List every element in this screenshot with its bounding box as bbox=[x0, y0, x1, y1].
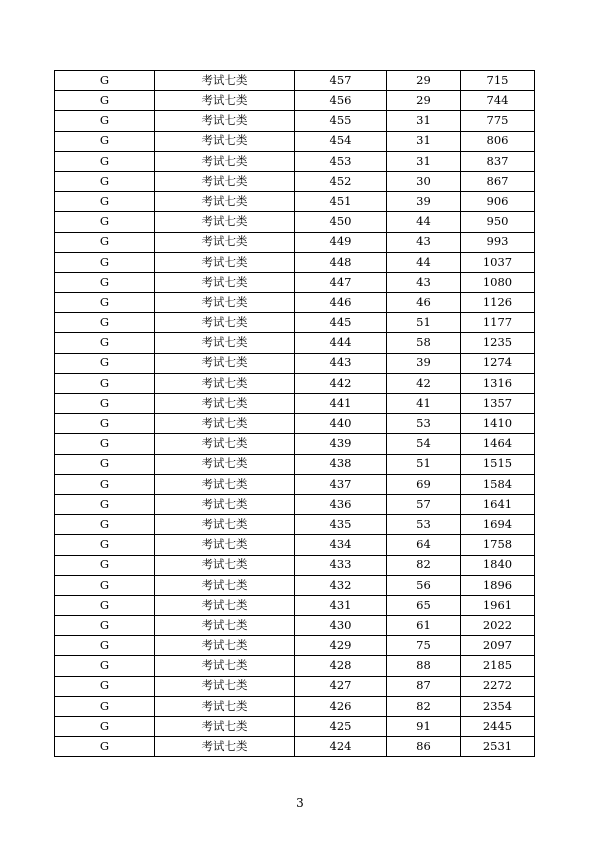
level-cell: G bbox=[55, 131, 155, 151]
cumulative-cell: 2354 bbox=[461, 696, 535, 716]
cumulative-cell: 1896 bbox=[461, 575, 535, 595]
level-cell: G bbox=[55, 192, 155, 212]
category-cell: 考试七类 bbox=[155, 353, 295, 373]
cumulative-cell: 2097 bbox=[461, 636, 535, 656]
table-row bbox=[55, 696, 535, 716]
level-cell: G bbox=[55, 333, 155, 353]
table-row bbox=[55, 575, 535, 595]
cumulative-cell: 1464 bbox=[461, 434, 535, 454]
cumulative-cell: 1961 bbox=[461, 595, 535, 615]
level-cell: G bbox=[55, 111, 155, 131]
score-table bbox=[54, 70, 535, 757]
table-row bbox=[55, 151, 535, 171]
count-cell: 82 bbox=[387, 696, 461, 716]
category-cell: 考试七类 bbox=[155, 212, 295, 232]
table-row bbox=[55, 717, 535, 737]
table-row bbox=[55, 313, 535, 333]
category-cell: 考试七类 bbox=[155, 676, 295, 696]
count-cell: 43 bbox=[387, 272, 461, 292]
level-cell: G bbox=[55, 717, 155, 737]
cumulative-cell: 906 bbox=[461, 192, 535, 212]
level-cell: G bbox=[55, 373, 155, 393]
table-row bbox=[55, 656, 535, 676]
category-cell: 考试七类 bbox=[155, 696, 295, 716]
cumulative-cell: 1316 bbox=[461, 373, 535, 393]
category-cell: 考试七类 bbox=[155, 636, 295, 656]
table-row bbox=[55, 494, 535, 514]
cumulative-cell: 1037 bbox=[461, 252, 535, 272]
count-cell: 69 bbox=[387, 474, 461, 494]
category-cell: 考试七类 bbox=[155, 616, 295, 636]
cumulative-cell: 1840 bbox=[461, 555, 535, 575]
category-cell: 考试七类 bbox=[155, 394, 295, 414]
category-cell: 考试七类 bbox=[155, 192, 295, 212]
table-row bbox=[55, 616, 535, 636]
level-cell: G bbox=[55, 656, 155, 676]
table-row bbox=[55, 535, 535, 555]
level-cell: G bbox=[55, 434, 155, 454]
count-cell: 44 bbox=[387, 252, 461, 272]
level-cell: G bbox=[55, 272, 155, 292]
score-cell: 443 bbox=[295, 353, 387, 373]
page-number: 3 bbox=[296, 796, 304, 810]
level-cell: G bbox=[55, 494, 155, 514]
score-cell: 457 bbox=[295, 71, 387, 91]
cumulative-cell: 1758 bbox=[461, 535, 535, 555]
category-cell: 考试七类 bbox=[155, 232, 295, 252]
table-row bbox=[55, 252, 535, 272]
score-cell: 451 bbox=[295, 192, 387, 212]
count-cell: 31 bbox=[387, 131, 461, 151]
table-row bbox=[55, 636, 535, 656]
category-cell: 考试七类 bbox=[155, 151, 295, 171]
level-cell: G bbox=[55, 595, 155, 615]
level-cell: G bbox=[55, 353, 155, 373]
level-cell: G bbox=[55, 636, 155, 656]
cumulative-cell: 1694 bbox=[461, 515, 535, 535]
cumulative-cell: 1410 bbox=[461, 414, 535, 434]
level-cell: G bbox=[55, 474, 155, 494]
count-cell: 58 bbox=[387, 333, 461, 353]
cumulative-cell: 1274 bbox=[461, 353, 535, 373]
count-cell: 53 bbox=[387, 515, 461, 535]
table-row bbox=[55, 171, 535, 191]
table-row bbox=[55, 131, 535, 151]
level-cell: G bbox=[55, 535, 155, 555]
count-cell: 86 bbox=[387, 737, 461, 757]
score-cell: 434 bbox=[295, 535, 387, 555]
cumulative-cell: 1080 bbox=[461, 272, 535, 292]
count-cell: 29 bbox=[387, 71, 461, 91]
score-cell: 424 bbox=[295, 737, 387, 757]
level-cell: G bbox=[55, 616, 155, 636]
cumulative-cell: 2185 bbox=[461, 656, 535, 676]
cumulative-cell: 2445 bbox=[461, 717, 535, 737]
level-cell: G bbox=[55, 575, 155, 595]
level-cell: G bbox=[55, 171, 155, 191]
category-cell: 考试七类 bbox=[155, 535, 295, 555]
table-row bbox=[55, 555, 535, 575]
cumulative-cell: 1357 bbox=[461, 394, 535, 414]
level-cell: G bbox=[55, 737, 155, 757]
category-cell: 考试七类 bbox=[155, 575, 295, 595]
count-cell: 88 bbox=[387, 656, 461, 676]
table-row bbox=[55, 394, 535, 414]
table-row bbox=[55, 192, 535, 212]
level-cell: G bbox=[55, 454, 155, 474]
category-cell: 考试七类 bbox=[155, 272, 295, 292]
count-cell: 91 bbox=[387, 717, 461, 737]
score-cell: 437 bbox=[295, 474, 387, 494]
level-cell: G bbox=[55, 555, 155, 575]
score-cell: 429 bbox=[295, 636, 387, 656]
table-row bbox=[55, 293, 535, 313]
table-row bbox=[55, 373, 535, 393]
cumulative-cell: 1584 bbox=[461, 474, 535, 494]
table-row bbox=[55, 232, 535, 252]
cumulative-cell: 2272 bbox=[461, 676, 535, 696]
score-cell: 435 bbox=[295, 515, 387, 535]
score-cell: 455 bbox=[295, 111, 387, 131]
level-cell: G bbox=[55, 696, 155, 716]
cumulative-cell: 867 bbox=[461, 171, 535, 191]
category-cell: 考试七类 bbox=[155, 313, 295, 333]
category-cell: 考试七类 bbox=[155, 252, 295, 272]
score-cell: 442 bbox=[295, 373, 387, 393]
score-cell: 456 bbox=[295, 91, 387, 111]
score-cell: 440 bbox=[295, 414, 387, 434]
score-cell: 444 bbox=[295, 333, 387, 353]
count-cell: 29 bbox=[387, 91, 461, 111]
level-cell: G bbox=[55, 515, 155, 535]
category-cell: 考试七类 bbox=[155, 293, 295, 313]
count-cell: 56 bbox=[387, 575, 461, 595]
score-cell: 448 bbox=[295, 252, 387, 272]
level-cell: G bbox=[55, 151, 155, 171]
level-cell: G bbox=[55, 232, 155, 252]
category-cell: 考试七类 bbox=[155, 737, 295, 757]
category-cell: 考试七类 bbox=[155, 171, 295, 191]
score-cell: 453 bbox=[295, 151, 387, 171]
cumulative-cell: 837 bbox=[461, 151, 535, 171]
score-cell: 432 bbox=[295, 575, 387, 595]
cumulative-cell: 993 bbox=[461, 232, 535, 252]
count-cell: 44 bbox=[387, 212, 461, 232]
table-row bbox=[55, 212, 535, 232]
category-cell: 考试七类 bbox=[155, 131, 295, 151]
level-cell: G bbox=[55, 91, 155, 111]
cumulative-cell: 2531 bbox=[461, 737, 535, 757]
score-cell: 447 bbox=[295, 272, 387, 292]
level-cell: G bbox=[55, 252, 155, 272]
cumulative-cell: 715 bbox=[461, 71, 535, 91]
table-row bbox=[55, 595, 535, 615]
score-cell: 426 bbox=[295, 696, 387, 716]
table-row bbox=[55, 414, 535, 434]
score-cell: 425 bbox=[295, 717, 387, 737]
count-cell: 53 bbox=[387, 414, 461, 434]
category-cell: 考试七类 bbox=[155, 656, 295, 676]
level-cell: G bbox=[55, 293, 155, 313]
score-cell: 439 bbox=[295, 434, 387, 454]
cumulative-cell: 775 bbox=[461, 111, 535, 131]
cumulative-cell: 1177 bbox=[461, 313, 535, 333]
level-cell: G bbox=[55, 394, 155, 414]
count-cell: 41 bbox=[387, 394, 461, 414]
count-cell: 75 bbox=[387, 636, 461, 656]
count-cell: 61 bbox=[387, 616, 461, 636]
score-cell: 430 bbox=[295, 616, 387, 636]
score-cell: 433 bbox=[295, 555, 387, 575]
score-cell: 438 bbox=[295, 454, 387, 474]
count-cell: 30 bbox=[387, 171, 461, 191]
count-cell: 57 bbox=[387, 494, 461, 514]
cumulative-cell: 806 bbox=[461, 131, 535, 151]
category-cell: 考试七类 bbox=[155, 111, 295, 131]
cumulative-cell: 2022 bbox=[461, 616, 535, 636]
count-cell: 31 bbox=[387, 111, 461, 131]
level-cell: G bbox=[55, 313, 155, 333]
score-cell: 454 bbox=[295, 131, 387, 151]
category-cell: 考试七类 bbox=[155, 494, 295, 514]
score-cell: 436 bbox=[295, 494, 387, 514]
category-cell: 考试七类 bbox=[155, 333, 295, 353]
category-cell: 考试七类 bbox=[155, 454, 295, 474]
count-cell: 42 bbox=[387, 373, 461, 393]
table-row bbox=[55, 353, 535, 373]
table-row bbox=[55, 91, 535, 111]
table-row bbox=[55, 71, 535, 91]
score-cell: 431 bbox=[295, 595, 387, 615]
count-cell: 54 bbox=[387, 434, 461, 454]
count-cell: 51 bbox=[387, 454, 461, 474]
level-cell: G bbox=[55, 414, 155, 434]
category-cell: 考试七类 bbox=[155, 414, 295, 434]
table-row bbox=[55, 737, 535, 757]
count-cell: 87 bbox=[387, 676, 461, 696]
category-cell: 考试七类 bbox=[155, 373, 295, 393]
cumulative-cell: 1235 bbox=[461, 333, 535, 353]
score-cell: 452 bbox=[295, 171, 387, 191]
score-cell: 446 bbox=[295, 293, 387, 313]
table-row bbox=[55, 111, 535, 131]
count-cell: 51 bbox=[387, 313, 461, 333]
category-cell: 考试七类 bbox=[155, 91, 295, 111]
count-cell: 43 bbox=[387, 232, 461, 252]
score-cell: 449 bbox=[295, 232, 387, 252]
level-cell: G bbox=[55, 676, 155, 696]
count-cell: 31 bbox=[387, 151, 461, 171]
count-cell: 39 bbox=[387, 192, 461, 212]
table-row bbox=[55, 474, 535, 494]
category-cell: 考试七类 bbox=[155, 434, 295, 454]
category-cell: 考试七类 bbox=[155, 515, 295, 535]
cumulative-cell: 1515 bbox=[461, 454, 535, 474]
level-cell: G bbox=[55, 212, 155, 232]
score-cell: 427 bbox=[295, 676, 387, 696]
count-cell: 64 bbox=[387, 535, 461, 555]
count-cell: 82 bbox=[387, 555, 461, 575]
count-cell: 46 bbox=[387, 293, 461, 313]
table-row bbox=[55, 272, 535, 292]
score-table-body bbox=[55, 71, 535, 757]
category-cell: 考试七类 bbox=[155, 595, 295, 615]
score-cell: 428 bbox=[295, 656, 387, 676]
table-row bbox=[55, 333, 535, 353]
cumulative-cell: 950 bbox=[461, 212, 535, 232]
cumulative-cell: 1641 bbox=[461, 494, 535, 514]
table-row bbox=[55, 454, 535, 474]
category-cell: 考试七类 bbox=[155, 717, 295, 737]
category-cell: 考试七类 bbox=[155, 71, 295, 91]
category-cell: 考试七类 bbox=[155, 474, 295, 494]
count-cell: 65 bbox=[387, 595, 461, 615]
score-cell: 445 bbox=[295, 313, 387, 333]
score-cell: 450 bbox=[295, 212, 387, 232]
cumulative-cell: 1126 bbox=[461, 293, 535, 313]
table-row bbox=[55, 515, 535, 535]
level-cell: G bbox=[55, 71, 155, 91]
table-row bbox=[55, 434, 535, 454]
count-cell: 39 bbox=[387, 353, 461, 373]
cumulative-cell: 744 bbox=[461, 91, 535, 111]
score-cell: 441 bbox=[295, 394, 387, 414]
table-row bbox=[55, 676, 535, 696]
category-cell: 考试七类 bbox=[155, 555, 295, 575]
